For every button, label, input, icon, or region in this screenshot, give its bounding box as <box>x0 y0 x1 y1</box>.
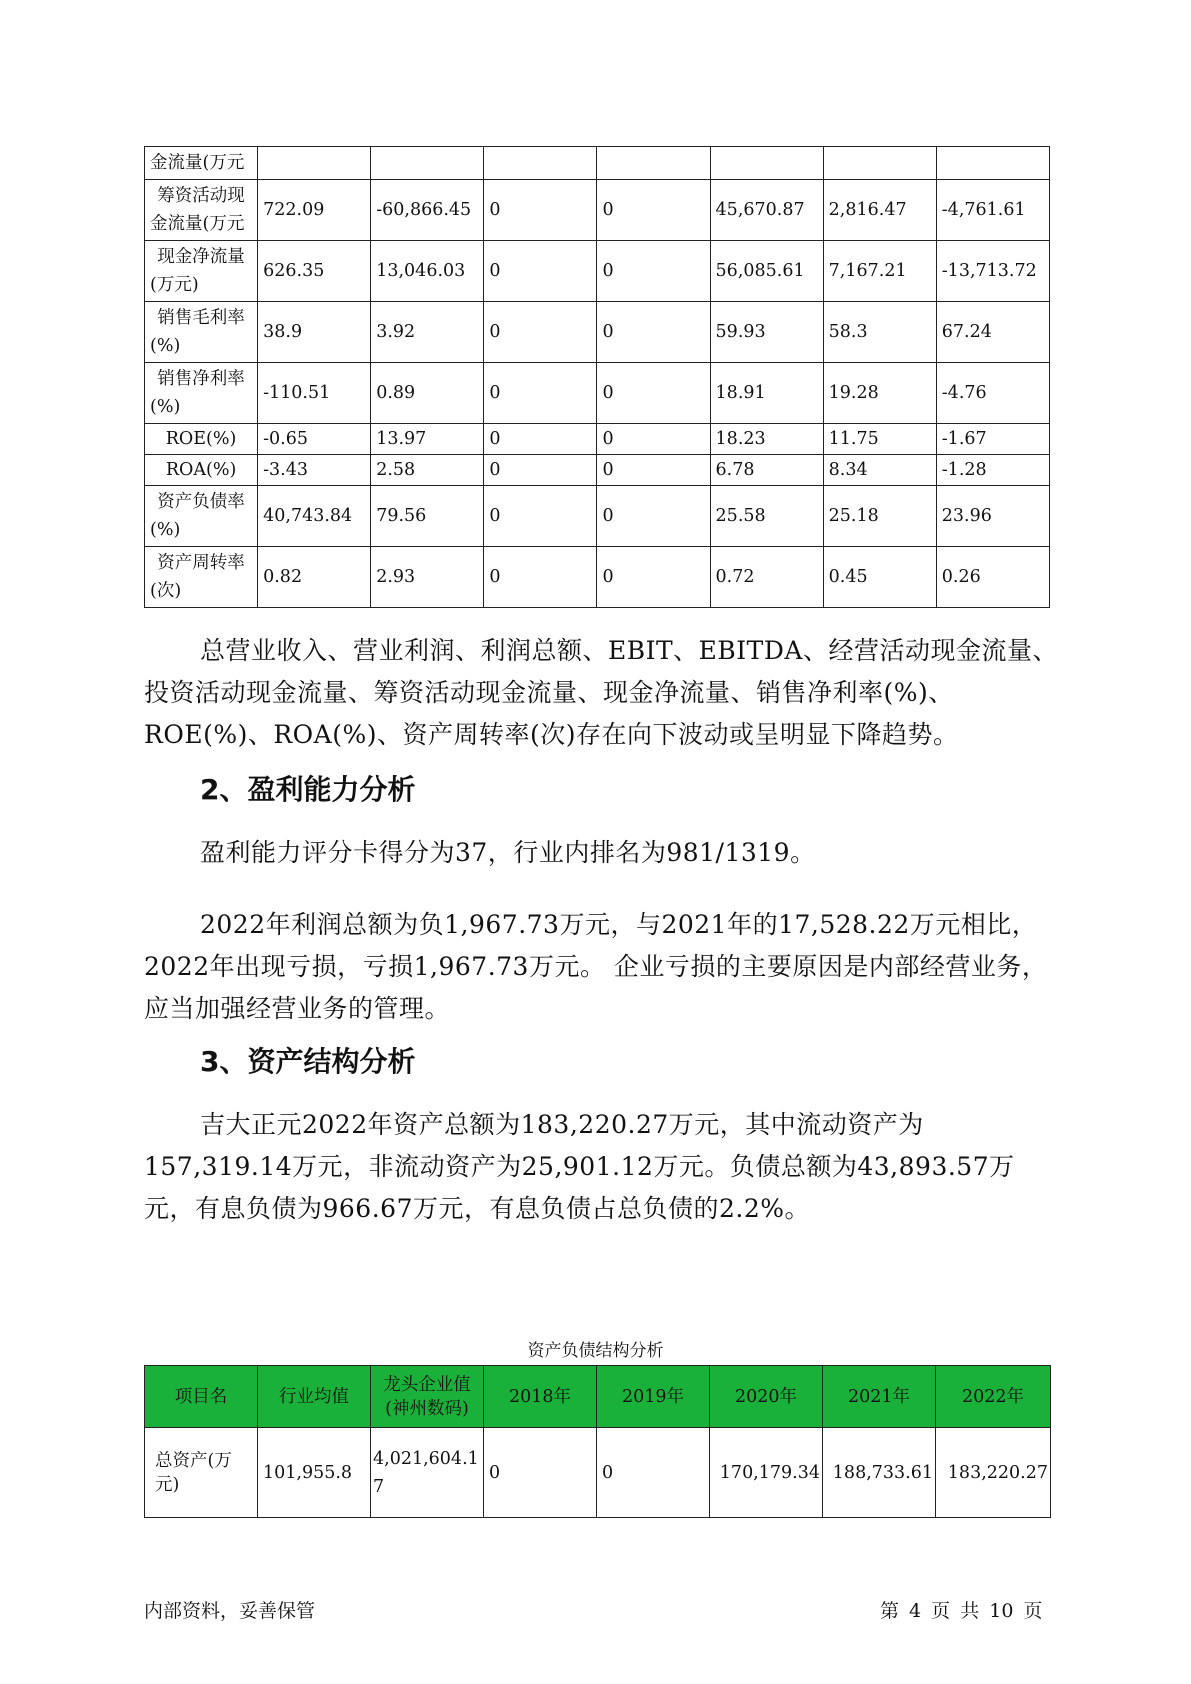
row-label <box>145 363 258 424</box>
table-caption: 资产负债结构分析 <box>527 1341 664 1361</box>
table-cell: 0.89 <box>371 363 484 424</box>
row-label-line: 销售毛利率 <box>157 308 245 328</box>
section-heading-profitability: 2、盈利能力分析 <box>200 773 416 806</box>
profitability-score-paragraph: 盈利能力评分卡得分为37，行业内排名为981/1319。 <box>200 838 816 867</box>
row-label-line: (%) <box>150 397 181 417</box>
table-cell: 2.58 <box>371 455 484 486</box>
table-cell: -1.28 <box>936 455 1049 486</box>
table-cell: 0 <box>484 424 597 455</box>
column-header: 2018年 <box>484 1366 597 1428</box>
table-cell: 13,046.03 <box>371 241 484 302</box>
table-cell: 0 <box>484 1428 597 1518</box>
footer-page-number: 第 4 页 共 10 页 <box>880 1600 1043 1622</box>
table-cell: 18.91 <box>710 363 823 424</box>
table-cell: 56,085.61 <box>710 241 823 302</box>
table-cell: 0 <box>597 455 710 486</box>
row-label-line: (次) <box>150 581 182 601</box>
column-header: 行业均值 <box>258 1366 371 1428</box>
section-heading-asset-structure: 3、资产结构分析 <box>200 1045 416 1078</box>
table-row <box>145 486 1050 547</box>
table-header-row <box>145 1366 1051 1428</box>
table-cell: 18.23 <box>710 424 823 455</box>
table-cell: 40,743.84 <box>258 486 371 547</box>
row-label <box>145 147 258 180</box>
column-header: 2021年 <box>823 1366 936 1428</box>
row-label-line: 金流量(万元 <box>150 153 245 173</box>
row-label <box>145 302 258 363</box>
table-cell: 0 <box>597 424 710 455</box>
table-cell <box>823 147 936 180</box>
column-header: 2022年 <box>936 1366 1051 1428</box>
table-cell: 7,167.21 <box>823 241 936 302</box>
row-label-line: 资产负债率 <box>157 492 245 512</box>
row-label-line: ROE(%) <box>165 429 237 449</box>
table-cell <box>710 147 823 180</box>
financial-indicators-table <box>144 146 1050 608</box>
table-cell: -110.51 <box>258 363 371 424</box>
column-header: 2019年 <box>597 1366 710 1428</box>
table-cell: 19.28 <box>823 363 936 424</box>
table-cell <box>597 147 710 180</box>
table-cell: -4,761.61 <box>936 180 1049 241</box>
table-cell: 0.45 <box>823 547 936 608</box>
table-cell: 58.3 <box>823 302 936 363</box>
table-cell: 0 <box>597 180 710 241</box>
table-cell: 0 <box>597 547 710 608</box>
table-cell: 0 <box>597 241 710 302</box>
table-cell: 0.26 <box>936 547 1049 608</box>
table-cell: -0.65 <box>258 424 371 455</box>
column-header: 2020年 <box>710 1366 823 1428</box>
row-label <box>145 241 258 302</box>
row-label-line: 现金净流量 <box>157 247 245 267</box>
table-cell: -4.76 <box>936 363 1049 424</box>
table-cell: 0 <box>597 363 710 424</box>
row-label-line: 筹资活动现 <box>157 186 245 206</box>
table-cell: 45,670.87 <box>710 180 823 241</box>
table-cell: 0 <box>484 455 597 486</box>
table-cell: 183,220.27 <box>936 1428 1051 1518</box>
table-cell: 0 <box>597 302 710 363</box>
table-cell: 2.93 <box>371 547 484 608</box>
table-cell: 3.92 <box>371 302 484 363</box>
table-row <box>145 455 1050 486</box>
table-cell: 0 <box>484 547 597 608</box>
row-label-line: 金流量(万元 <box>150 214 245 234</box>
table-cell: 0 <box>484 302 597 363</box>
table-cell: 188,733.61 <box>823 1428 936 1518</box>
table-cell: 13.97 <box>371 424 484 455</box>
table-cell: -13,713.72 <box>936 241 1049 302</box>
table-cell <box>258 147 371 180</box>
table-cell: 0 <box>484 180 597 241</box>
row-label-line: (%) <box>150 520 181 540</box>
table-cell: 0 <box>597 1428 710 1518</box>
row-label-line: (万元) <box>150 275 199 295</box>
row-label <box>145 180 258 241</box>
asset-structure-paragraph: 吉大正元2022年资产总额为183,220.27万元，其中流动资产为157,319.14万元，非流动资产为25,901.12万元。负债总额为43,893.57万元，有息负债为966.67万元，有息负债占总负债的2.2%。 <box>144 1110 1015 1223</box>
row-label-line: 资产周转率 <box>157 553 245 573</box>
table-row <box>145 363 1050 424</box>
row-label: 总资产(万元) <box>145 1428 258 1518</box>
table-cell: -60,866.45 <box>371 180 484 241</box>
table-row <box>145 424 1050 455</box>
column-header: 龙头企业值(神州数码) <box>371 1366 484 1428</box>
row-label-line: (%) <box>150 336 181 356</box>
row-label <box>145 424 258 455</box>
table-cell: 4,021,604.17 <box>371 1428 484 1518</box>
column-header: 项目名 <box>145 1366 258 1428</box>
table-cell: 23.96 <box>936 486 1049 547</box>
table-cell: 67.24 <box>936 302 1049 363</box>
table-cell: 0 <box>597 486 710 547</box>
table-cell <box>371 147 484 180</box>
table-cell: 0 <box>484 241 597 302</box>
profit-analysis-paragraph: 2022年利润总额为负1,967.73万元，与2021年的17,528.22万元相比，2022年出现亏损，亏损1,967.73万元。 企业亏损的主要原因是内部经营业务，应当加强经营业务的管理。 <box>144 910 1048 1023</box>
table-cell: 25.58 <box>710 486 823 547</box>
table-cell <box>484 147 597 180</box>
row-label <box>145 455 258 486</box>
table-cell: 6.78 <box>710 455 823 486</box>
table-row <box>145 1428 1051 1518</box>
asset-liability-structure-table <box>144 1365 1051 1518</box>
table-cell: -3.43 <box>258 455 371 486</box>
table-cell <box>936 147 1049 180</box>
table-cell: 101,955.8 <box>258 1428 371 1518</box>
trend-summary-paragraph: 总营业收入、营业利润、利润总额、EBIT、EBITDA、经营活动现金流量、投资活动现金流量、筹资活动现金流量、现金净流量、销售净利率(%)、ROE(%)、ROA(%)、资产周转率(次)存在向下波动或呈明显下降趋势。 <box>144 636 1058 749</box>
table-cell: 0 <box>484 363 597 424</box>
table-cell: 0.72 <box>710 547 823 608</box>
footer-confidential-note: 内部资料，妥善保管 <box>144 1600 316 1622</box>
table-cell: 8.34 <box>823 455 936 486</box>
table-cell: 170,179.34 <box>710 1428 823 1518</box>
table-cell: 79.56 <box>371 486 484 547</box>
table-row <box>145 241 1050 302</box>
table-cell: 25.18 <box>823 486 936 547</box>
table-row <box>145 302 1050 363</box>
table-cell: 0 <box>484 486 597 547</box>
row-label <box>145 547 258 608</box>
table-row <box>145 147 1050 180</box>
table-cell: 2,816.47 <box>823 180 936 241</box>
table-cell: 11.75 <box>823 424 936 455</box>
table-cell: 722.09 <box>258 180 371 241</box>
row-label-line: ROA(%) <box>165 460 237 480</box>
row-label <box>145 486 258 547</box>
row-label-line: 销售净利率 <box>157 369 245 389</box>
table-cell: 59.93 <box>710 302 823 363</box>
table-cell: 626.35 <box>258 241 371 302</box>
table-row <box>145 547 1050 608</box>
table-row <box>145 180 1050 241</box>
table-cell: 38.9 <box>258 302 371 363</box>
table-cell: -1.67 <box>936 424 1049 455</box>
table-cell: 0.82 <box>258 547 371 608</box>
